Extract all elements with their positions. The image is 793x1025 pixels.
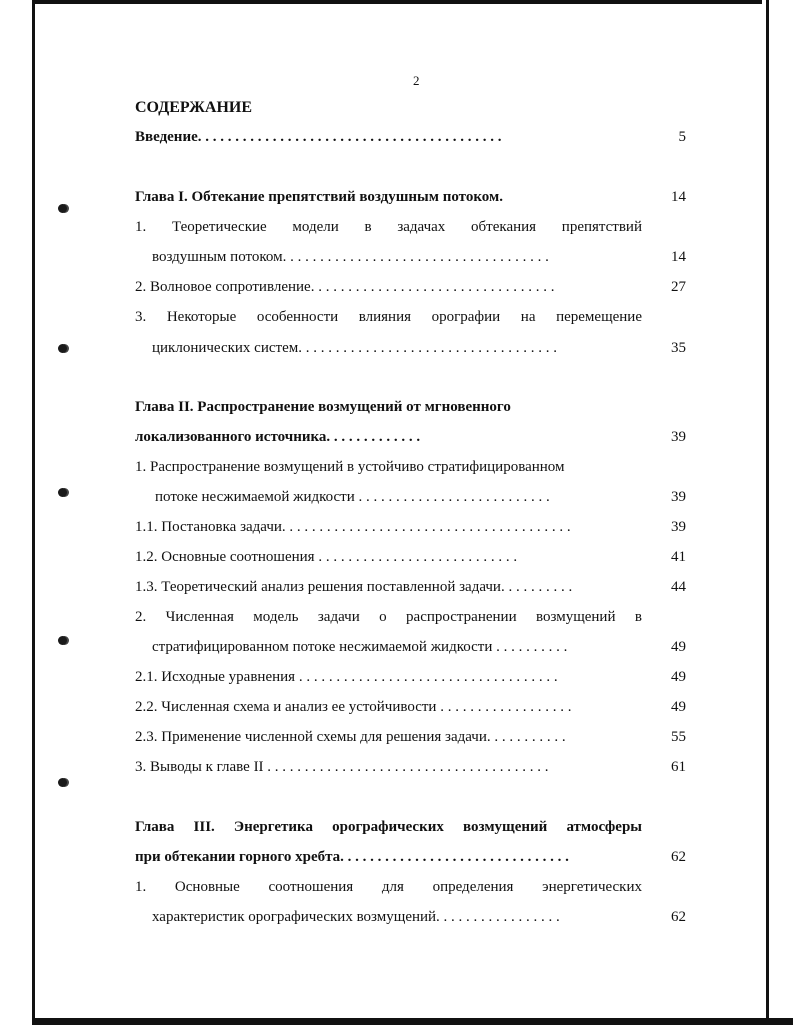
toc-entry-text: 2. Волновое сопротивление. . . . . . . . . . . . . . . . . . . . . . . . . . . . . . . . .	[135, 279, 555, 295]
toc-entry-text: 3. Некоторые особенности влияния орографии на перемещение	[135, 309, 642, 325]
toc-chapter-text: Глава III. Энергетика орографических возмущений атмосферы	[135, 819, 642, 835]
toc-chapter-text: локализованного источника. . . . . . . . . . . . .	[135, 429, 421, 445]
toc-entry-page: 35	[671, 340, 686, 356]
toc-entry-text: циклонических систем. . . . . . . . . . . . . . . . . . . . . . . . . . . . . . . . . . .	[152, 340, 557, 356]
toc-entry-text: 2.2. Численная схема и анализ ее устойчивости . . . . . . . . . . . . . . . . . .	[135, 699, 572, 715]
toc-entry-page: 62	[671, 849, 686, 865]
toc-entry-text: 2.3. Применение численной схемы для решения задачи. . . . . . . . . . .	[135, 729, 566, 745]
scan-right-edge	[766, 0, 769, 1025]
toc-chapter-text: Глава I. Обтекание препятствий воздушным потоком.	[135, 189, 503, 205]
toc-entry-text: воздушным потоком. . . . . . . . . . . . . . . . . . . . . . . . . . . . . . . . . . . .	[152, 249, 549, 265]
toc-entry-text: 1.2. Основные соотношения . . . . . . . . . . . . . . . . . . . . . . . . . . .	[135, 549, 518, 565]
toc-entry-page: 41	[671, 549, 686, 565]
toc-entry-text: стратифицированном потоке несжимаемой жидкости . . . . . . . . . .	[152, 639, 568, 655]
scan-top-edge	[32, 0, 762, 4]
toc-entry-page: 27	[671, 279, 686, 295]
page-title: СОДЕРЖАНИЕ	[135, 99, 253, 116]
toc-chapter-text: Глава II. Распространение возмущений от мгновенного	[135, 399, 511, 415]
toc-entry-text: 3. Выводы к главе II . . . . . . . . . . . . . . . . . . . . . . . . . . . . . . . . . . . . . .	[135, 759, 549, 775]
punch-hole-icon	[58, 204, 67, 213]
page-number: 2	[413, 73, 420, 88]
punch-hole-icon	[58, 636, 67, 645]
toc-entry-text: потоке несжимаемой жидкости . . . . . . . . . . . . . . . . . . . . . . . . . .	[155, 489, 550, 505]
toc-entry-page: 14	[671, 189, 686, 205]
punch-hole-icon	[58, 778, 67, 787]
toc-entry-text: 1. Распространение возмущений в устойчиво стратифицированном	[135, 459, 565, 475]
toc-entry-page: 62	[671, 909, 686, 925]
toc-entry-page: 49	[671, 639, 686, 655]
toc-entry-text: 1. Теоретические модели в задачах обтекания препятствий	[135, 219, 642, 235]
toc-entry-page: 49	[671, 699, 686, 715]
scan-bottom-edge	[32, 1018, 793, 1025]
toc-entry-page: 14	[671, 249, 686, 265]
toc-chapter-text: при обтекании горного хребта. . . . . . . . . . . . . . . . . . . . . . . . . . . . . . .	[135, 849, 569, 865]
scan-left-edge	[32, 0, 35, 1025]
toc-entry-page: 5	[678, 129, 686, 145]
toc-entry-page: 61	[671, 759, 686, 775]
punch-hole-icon	[58, 344, 67, 353]
toc-entry-text: 1.1. Постановка задачи. . . . . . . . . . . . . . . . . . . . . . . . . . . . . . . . . . . . . . .	[135, 519, 571, 535]
toc-entry-page: 49	[671, 669, 686, 685]
toc-entry-page: 55	[671, 729, 686, 745]
punch-hole-icon	[58, 488, 67, 497]
toc-entry-page: 39	[671, 429, 686, 445]
toc-entry-text: Введение. . . . . . . . . . . . . . . . . . . . . . . . . . . . . . . . . . . . . . . . .	[135, 129, 502, 145]
toc-entry-page: 39	[671, 519, 686, 535]
toc-entry-text: 2. Численная модель задачи о распространении возмущений в	[135, 609, 642, 625]
toc-entry-page: 44	[671, 579, 686, 595]
toc-entry-text: характеристик орографических возмущений. . . . . . . . . . . . . . . . .	[152, 909, 560, 925]
toc-entry-text: 1.3. Теоретический анализ решения поставленной задачи. . . . . . . . . .	[135, 579, 573, 595]
toc-entry-text: 2.1. Исходные уравнения . . . . . . . . . . . . . . . . . . . . . . . . . . . . . . . . . . .	[135, 669, 558, 685]
toc-entry-page: 39	[671, 489, 686, 505]
toc-entry-text: 1. Основные соотношения для определения энергетических	[135, 879, 642, 895]
